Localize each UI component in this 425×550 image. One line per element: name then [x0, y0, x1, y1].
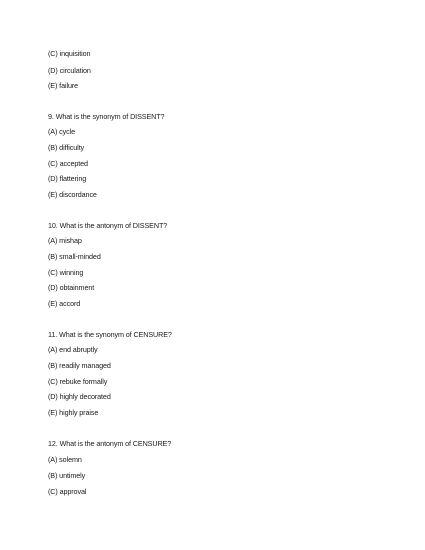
option-e: (E) discordance: [48, 190, 97, 199]
question-9: 9. What is the synonym of DISSENT?: [48, 112, 165, 121]
option-d: (D) circulation: [48, 66, 91, 75]
option-b: (B) untimely: [48, 471, 86, 480]
option-c: (C) approval: [48, 487, 87, 496]
option-c: (C) winning: [48, 268, 84, 277]
option-e: (E) highly praise: [48, 408, 99, 417]
option-b: (B) small-minded: [48, 252, 101, 261]
option-a: (A) mishap: [48, 236, 82, 245]
option-d: (D) highly decorated: [48, 392, 111, 401]
option-c: (C) rebuke formally: [48, 377, 108, 386]
option-a: (A) cycle: [48, 127, 76, 136]
option-a: (A) solemn: [48, 455, 82, 464]
option-c: (C) accepted: [48, 159, 88, 168]
option-d: (D) obtainment: [48, 283, 95, 292]
option-d: (D) flattering: [48, 174, 87, 183]
option-b: (B) readily managed: [48, 361, 111, 370]
question-12: 12. What is the antonym of CENSURE?: [48, 439, 172, 448]
option-b: (B) difficulty: [48, 143, 85, 152]
question-10: 10. What is the antonym of DISSENT?: [48, 221, 168, 230]
option-e: (E) failure: [48, 81, 79, 90]
question-11: 11. What is the synonym of CENSURE?: [48, 330, 172, 339]
option-c: (C) inquisition: [48, 49, 91, 58]
option-a: (A) end abruptly: [48, 345, 98, 354]
document-page: [48, 0, 408, 550]
option-e: (E) accord: [48, 299, 81, 308]
